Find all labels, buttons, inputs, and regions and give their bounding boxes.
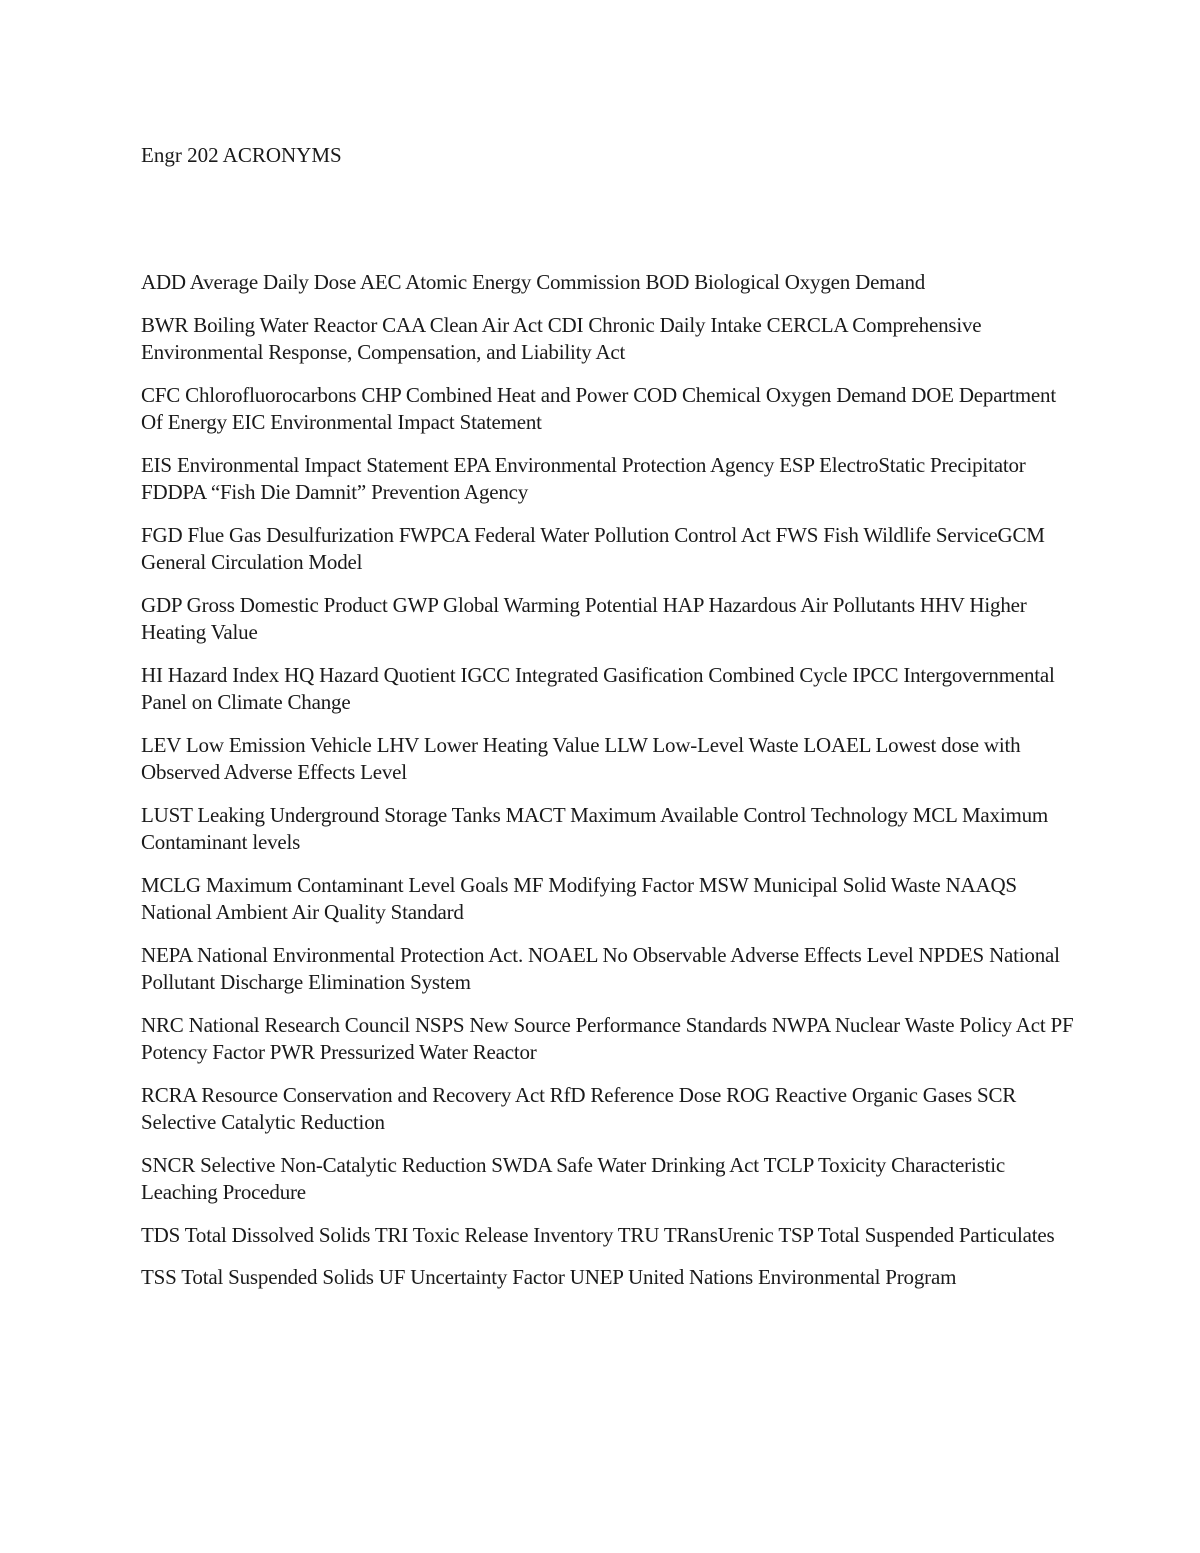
acronym-paragraph: MCLG Maximum Contaminant Level Goals MF Modifying Factor MSW Municipal Solid Waste NAAQS National Ambient Air Quality Standard: [141, 872, 1017, 924]
acronym-paragraph: LUST Leaking Underground Storage Tanks MACT Maximum Available Control Technology MCL Maximum Contaminant levels: [141, 802, 1049, 854]
acronym-paragraph: GDP Gross Domestic Product GWP Global Warming Potential HAP Hazardous Air Pollutants HHV Higher Heating Value: [141, 592, 1027, 644]
acronym-paragraph: NRC National Research Council NSPS New Source Performance Standards NWPA Nuclear Waste Policy Act PF Potency Factor PWR Pressurized Water Reactor: [141, 1012, 1074, 1064]
acronym-paragraph: NEPA National Environmental Protection Act. NOAEL No Observable Adverse Effects Level NPDES National Pollutant Discharge Elimination System: [141, 942, 1060, 994]
document-title: Engr 202 ACRONYMS: [141, 143, 342, 167]
acronym-paragraph: TSS Total Suspended Solids UF Uncertainty Factor UNEP United Nations Environmental Program: [141, 1265, 957, 1289]
acronym-list: [141, 269, 1081, 1292]
acronym-paragraph: CFC Chlorofluorocarbons CHP Combined Heat and Power COD Chemical Oxygen Demand DOE Department Of Energy EIC Environmental Impact Statement: [141, 382, 1056, 434]
acronym-paragraph: EIS Environmental Impact Statement EPA Environmental Protection Agency ESP ElectroStatic Precipitator FDDPA “Fish Die Damnit” Prevention Agency: [141, 452, 1026, 504]
acronym-paragraph: BWR Boiling Water Reactor CAA Clean Air Act CDI Chronic Daily Intake CERCLA Comprehensive Environmental Response, Compensation, and Liability Act: [141, 312, 982, 364]
acronym-paragraph: FGD Flue Gas Desulfurization FWPCA Federal Water Pollution Control Act FWS Fish Wildlife ServiceGCM General Circulation Model: [141, 522, 1045, 574]
document-page: [141, 140, 1081, 1307]
acronym-paragraph: SNCR Selective Non-Catalytic Reduction SWDA Safe Water Drinking Act TCLP Toxicity Characteristic Leaching Procedure: [141, 1152, 1005, 1204]
acronym-paragraph: LEV Low Emission Vehicle LHV Lower Heating Value LLW Low-Level Waste LOAEL Lowest dose with Observed Adverse Effects Level: [141, 732, 1021, 784]
acronym-paragraph: RCRA Resource Conservation and Recovery Act RfD Reference Dose ROG Reactive Organic Gases SCR Selective Catalytic Reduction: [141, 1082, 1017, 1134]
acronym-paragraph: TDS Total Dissolved Solids TRI Toxic Release Inventory TRU TRansUrenic TSP Total Suspended Particulates: [141, 1222, 1055, 1247]
acronym-paragraph: HI Hazard Index HQ Hazard Quotient IGCC Integrated Gasification Combined Cycle IPCC Intergovernmental Panel on Climate Change: [141, 662, 1055, 714]
acronym-paragraph: ADD Average Daily Dose AEC Atomic Energy Commission BOD Biological Oxygen Demand: [141, 270, 926, 294]
